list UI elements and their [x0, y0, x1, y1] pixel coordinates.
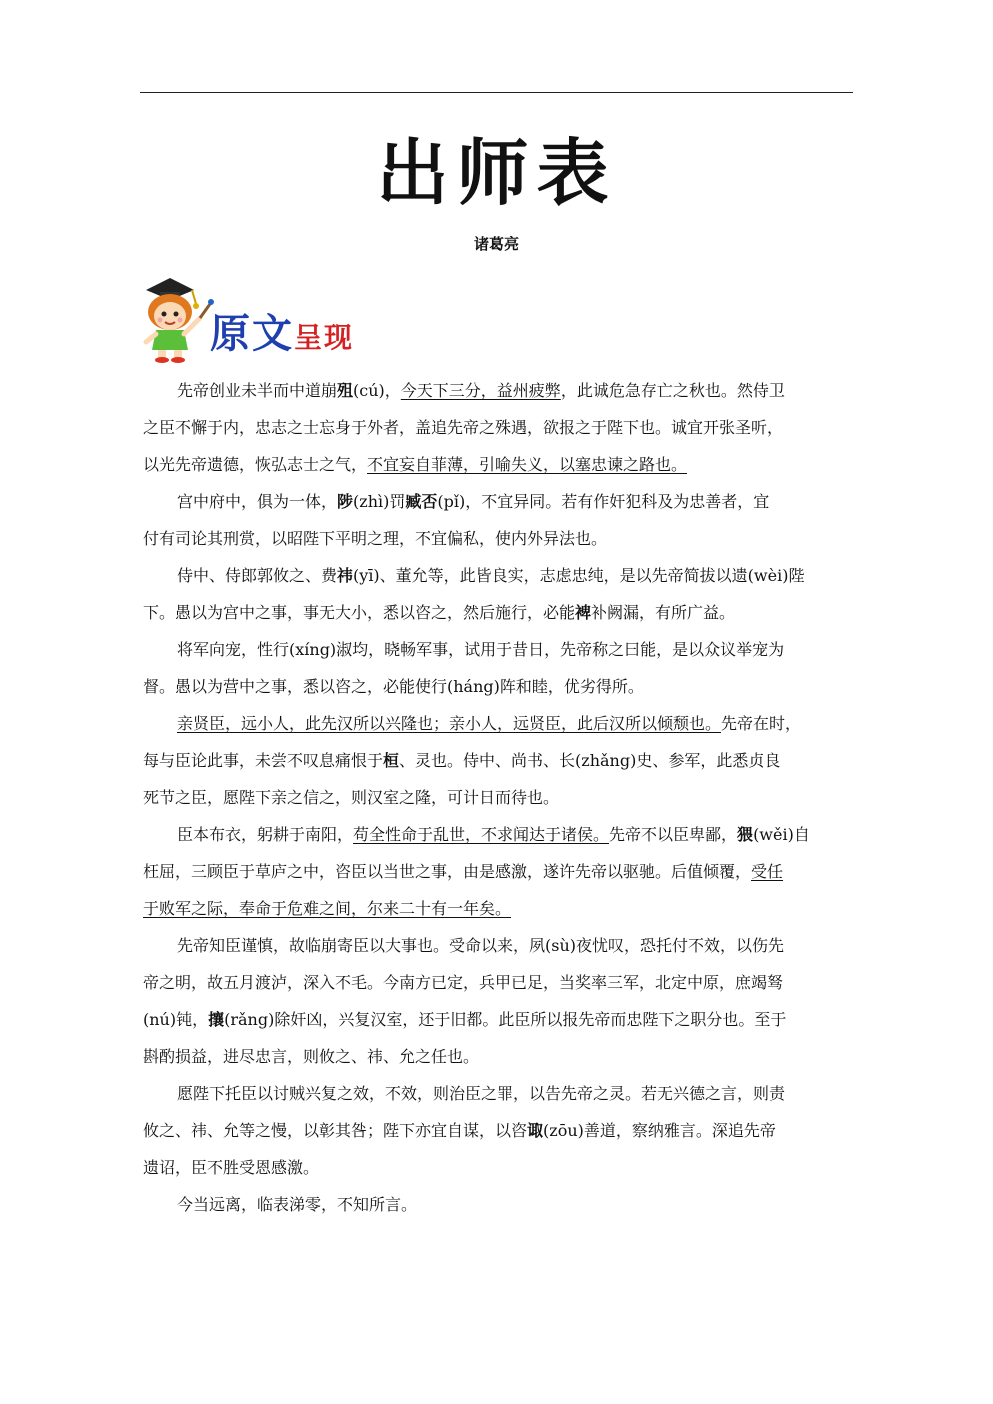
text-segment: (rǎng)除奸凶，兴复汉室，还于旧都。此臣所以报先帝而忠陛下之职分也。至于 — [224, 1010, 787, 1029]
page-title: 出师表 — [376, 131, 617, 215]
text-line — [143, 594, 873, 631]
text-segment: 帝之明，故五月渡泸，深入不毛。今南方已定，兵甲已足，当奖率三军，北定中原，庶竭驽 — [143, 973, 784, 992]
text-line — [143, 409, 873, 446]
text-segment: 斟酌损益，进尽忠言，则攸之、祎、允之任也。 — [143, 1047, 480, 1066]
text-line — [143, 1112, 873, 1149]
key-character: 诹 — [527, 1121, 544, 1140]
text-segment: 臣本布衣，躬耕于南阳， — [177, 825, 354, 844]
text-segment: 督。愚以为营中之事，悉以咨之，必能使行(háng)阵和睦，优劣得所。 — [143, 677, 644, 696]
key-character: 攘 — [208, 1010, 225, 1029]
text-segment: 每与臣论此事，未尝不叹息痛恨于 — [143, 751, 384, 770]
key-character: 臧否 — [405, 492, 438, 511]
text-line — [143, 1001, 873, 1038]
text-line — [143, 631, 873, 668]
text-segment: (zōu)善道，察纳雅言。深追先帝 — [543, 1121, 776, 1140]
text-segment: 之臣不懈于内，忠志之士忘身于外者，盖追先帝之殊遇，欲报之于陛下也。诚宜开张圣听， — [143, 418, 784, 437]
text-segment: 将军向宠，性行(xíng)淑均，晓畅军事，试用于昔日，先帝称之曰能，是以众议举宠为 — [177, 640, 785, 659]
text-line — [143, 890, 873, 927]
text-line — [143, 705, 873, 742]
text-segment: 遗诏，臣不胜受恩感激。 — [143, 1158, 320, 1177]
text-line — [143, 1075, 873, 1112]
text-line — [143, 964, 873, 1001]
text-segment: 、灵也。侍中、尚书、长(zhǎng)史、参军，此悉贞良 — [399, 751, 781, 770]
text-segment: ，此诚危急存亡之秋也。然侍卫 — [560, 381, 785, 400]
underlined-phrase: 亲贤臣，远小人，此先汉所以兴隆也；亲小人，远贤臣，此后汉所以倾颓也。 — [177, 714, 722, 733]
section-heading — [138, 268, 438, 364]
text-line — [143, 668, 873, 705]
text-segment: (cú)， — [353, 381, 401, 400]
underlined-phrase: 受任 — [751, 862, 784, 881]
text-line — [143, 1038, 873, 1075]
text-line — [143, 372, 873, 409]
text-segment: 侍中、侍郎郭攸之、费 — [177, 566, 338, 585]
underlined-phrase: 苟全性命于乱世，不求闻达于诸侯。 — [353, 825, 610, 844]
original-text — [143, 372, 873, 1223]
key-character: 桓 — [383, 751, 400, 770]
section-title-main: 原文 — [210, 310, 294, 357]
text-line — [143, 446, 873, 483]
text-segment: 补阙漏，有所广益。 — [591, 603, 736, 622]
text-segment: 愿陛下托臣以讨贼兴复之效，不效，则治臣之罪，以告先帝之灵。若无兴德之言，则责 — [177, 1084, 786, 1103]
text-line — [143, 742, 873, 779]
text-segment: 先帝知臣谨慎，故临崩寄臣以大事也。受命以来，夙(sù)夜忧叹，恐托付不效，以伤先 — [177, 936, 785, 955]
key-character: 祎 — [337, 566, 354, 585]
text-segment: 以光先帝遗德，恢弘志士之气， — [143, 455, 368, 474]
text-line — [143, 483, 873, 520]
text-line — [143, 816, 873, 853]
text-line — [143, 853, 873, 890]
text-segment: 先帝在时， — [721, 714, 802, 733]
key-character: 裨 — [575, 603, 592, 622]
key-character: 陟 — [337, 492, 354, 511]
text-segment: (wěi)自 — [753, 825, 810, 844]
text-line — [143, 927, 873, 964]
underlined-phrase: 不宜妄自菲薄，引喻失义，以塞忠谏之路也。 — [367, 455, 688, 474]
text-segment: (zhì)罚 — [353, 492, 406, 511]
author-name: 诸葛亮 — [473, 235, 519, 253]
text-segment: (nú)钝， — [143, 1010, 209, 1029]
header-rule — [140, 92, 853, 93]
text-line — [143, 779, 873, 816]
text-segment: 先帝创业未半而中道崩 — [177, 381, 338, 400]
text-segment: 先帝不以臣卑鄙， — [609, 825, 738, 844]
text-segment: 攸之、祎、允等之慢，以彰其咎；陛下亦宜自谋，以咨 — [143, 1121, 528, 1140]
cartoon-student-mascot-icon — [138, 268, 218, 364]
section-title — [210, 302, 354, 359]
text-line — [143, 520, 873, 557]
text-segment: 枉屈，三顾臣于草庐之中，咨臣以当世之事，由是感激，遂许先帝以驱驰。后值倾覆， — [143, 862, 752, 881]
text-line — [143, 557, 873, 594]
key-character: 猥 — [737, 825, 754, 844]
text-line — [143, 1186, 873, 1223]
text-segment: 死节之臣，愿陛下亲之信之，则汉室之隆，可计日而待也。 — [143, 788, 560, 807]
text-segment: 付有司论其刑赏，以昭陛下平明之理，不宜偏私，使内外异法也。 — [143, 529, 608, 548]
section-title-sub: 呈现 — [294, 321, 355, 354]
text-segment: 下。愚以为宫中之事，事无大小，悉以咨之，然后施行，必能 — [143, 603, 576, 622]
key-character: 殂 — [337, 381, 354, 400]
text-segment: 今当远离，临表涕零，不知所言。 — [177, 1195, 418, 1214]
underlined-phrase: 于败军之际，奉命于危难之间，尔来二十有一年矣。 — [143, 899, 512, 918]
text-line — [143, 1149, 873, 1186]
text-segment: (yī)、董允等，此皆良实，志虑忠纯，是以先帝简拔以遗(wèi)陛 — [353, 566, 805, 585]
text-segment: (pǐ)，不宜异同。若有作奸犯科及为忠善者，宜 — [437, 492, 770, 511]
underlined-phrase: 今天下三分，益州疲弊 — [400, 381, 561, 400]
text-segment: 宫中府中，俱为一体， — [177, 492, 338, 511]
